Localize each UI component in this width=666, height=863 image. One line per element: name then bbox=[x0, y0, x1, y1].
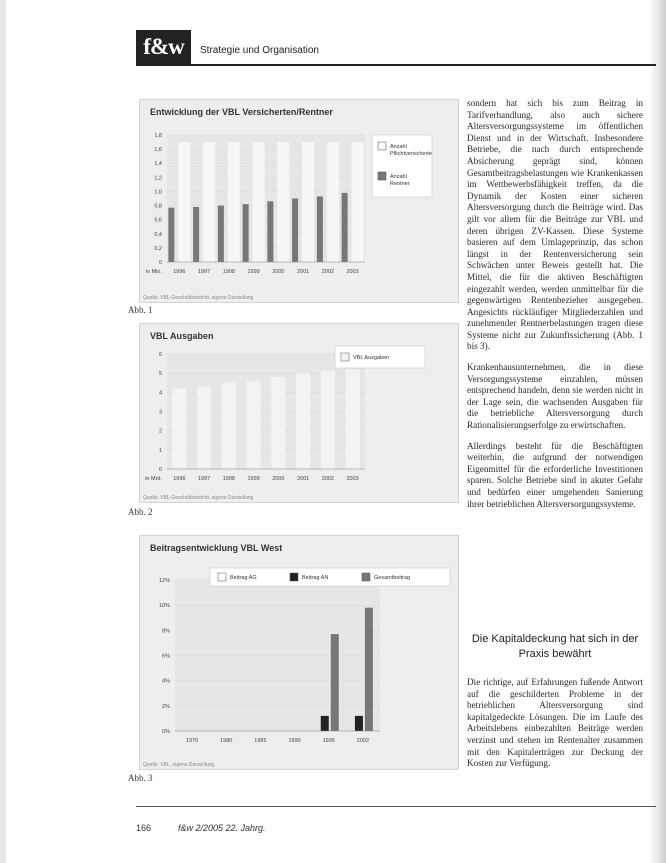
bar-rentner bbox=[218, 206, 224, 262]
figure-caption: Abb. 1 bbox=[128, 305, 153, 315]
legend-label: Beitrag AN bbox=[302, 575, 329, 581]
x-tick-label: 1985 bbox=[254, 738, 267, 744]
y-axis-unit: in Mrd. bbox=[145, 476, 162, 482]
y-tick-label: 1,6 bbox=[154, 147, 162, 154]
figure-source: Quelle: VBL-Geschäftsbericht, eigene Darstellung bbox=[143, 495, 254, 501]
figure-title: Beitragsentwicklung VBL West bbox=[150, 543, 283, 553]
bar-ausgaben bbox=[271, 377, 285, 469]
bar-pflichtversicherte bbox=[253, 142, 265, 262]
bar-pflichtversicherte bbox=[203, 142, 215, 262]
journal-issue: f&w 2/2005 22. Jahrg. bbox=[178, 823, 266, 833]
bar-pflichtversicherte bbox=[277, 142, 289, 262]
figure-source: Quelle: VBL-Geschäftsbericht, eigene Darstellung bbox=[143, 295, 254, 301]
x-tick-label: 2002 bbox=[321, 476, 334, 482]
legend-swatch bbox=[341, 353, 349, 361]
figure-title: Entwicklung der VBL Versicherten/Rentner bbox=[150, 107, 333, 117]
y-tick-label: 1,4 bbox=[154, 161, 162, 168]
y-tick-label: 5 bbox=[158, 371, 162, 378]
x-tick-label: 1997 bbox=[198, 269, 211, 275]
x-tick-label: 2003 bbox=[346, 269, 359, 275]
y-tick-label: 0 bbox=[158, 467, 162, 473]
y-tick-label: 8% bbox=[162, 628, 170, 635]
bar-rentner bbox=[168, 208, 174, 262]
bar-ausgaben bbox=[346, 369, 360, 469]
y-tick-label: 0 bbox=[158, 260, 162, 266]
figure-source: Quelle: VBL, eigene Darstellung bbox=[143, 762, 215, 768]
bar-ausgaben bbox=[296, 373, 310, 469]
y-axis-unit: in Mio. bbox=[145, 269, 162, 275]
legend-label: VBL Ausgaben bbox=[353, 355, 390, 361]
x-tick-label: 2000 bbox=[272, 269, 285, 275]
bar-ausgaben bbox=[247, 381, 261, 469]
bar-rentner bbox=[193, 207, 199, 262]
legend-swatch bbox=[378, 172, 386, 180]
paragraph: Die richtige, auf Erfahrungen fußende Antwort auf die geschilderten Probleme in der betrieblichen Altersversorgung sind kapitalgedeckte Lösungen. Die im Laufe des Arbeitslebens einbezahlten Beiträge werden verzinst und stehen im Rentenalter zusammen mit den Kapitalerträgen zur Deckung der Kosten zur Verfügung. bbox=[467, 677, 643, 769]
x-tick-label: 1998 bbox=[222, 269, 235, 275]
bar-rentner bbox=[342, 193, 348, 262]
bar-ausgaben bbox=[172, 389, 186, 470]
bar-pflichtversicherte bbox=[352, 142, 364, 262]
paragraph: sondern hat sich bis zum Beitrag in Tarifverhandlung, also auch sichere Altersversorgungssysteme im öffentlichen Dienst und in der Wirtschaft. Insbesondere Betriebe, die nach durch entsprechende Absicherung geprägt sind, können Gesamtbeitragsbelastungen wie Krankenkassen im Wettbewerbsfähigkeit treffen, da die Dynamik der Kosten einer sicheren Altersversorgung durch die Beiträge wird. Das gilt vor allem für die Beiträge zur VBL und deren übrigen ZV-Kassen. Diese Systeme basieren auf dem Umlageprinzip, das schon längst in der Rentenversicherung sein Schwächen unter Beweis gestellt hat. Die Mittel, die für die aktiven Beschäftigten eingezahlt werden, werden unmittelbar für die gegenwärtigen Rentenbezieher ausgegeben. Angesichts rückläufiger Mitgliederzahlen und zunehmender Rentnerbelastungen tragen diese Systeme nicht zur Zukunftssicherung (Abb. 1 bis 3). bbox=[467, 98, 643, 352]
y-tick-label: 1,2 bbox=[154, 175, 162, 182]
header-rule bbox=[136, 64, 656, 66]
x-tick-label: 1996 bbox=[173, 269, 186, 275]
bar-pflichtversicherte bbox=[228, 142, 240, 262]
bar-rentner bbox=[267, 201, 273, 262]
y-tick-label: 12% bbox=[158, 578, 170, 584]
figure-title: VBL Ausgaben bbox=[150, 331, 214, 341]
paragraph: Allerdings besteht für die Beschäftigten weiterhin, die aufgrund der notwendigen Eigenmittel für die erforderliche Investitionen sparen. Solche Betriebe sind in akuter Gefahr und bedürfen einer umgehenden Sanierung ihrer betrieblichen Altersversorgungssysteme. bbox=[467, 440, 643, 509]
article-column-continued bbox=[467, 677, 643, 779]
bar-ausgaben bbox=[197, 387, 211, 469]
y-tick-label: 4% bbox=[162, 678, 170, 685]
y-tick-label: 6% bbox=[162, 653, 170, 660]
legend-label: Pflichtversicherte bbox=[390, 151, 432, 157]
bar-rentner bbox=[292, 199, 298, 263]
page-number: 166 bbox=[136, 823, 152, 833]
legend-label: Rentner bbox=[390, 181, 410, 187]
x-tick-label: 1999 bbox=[247, 476, 260, 482]
y-tick-label: 3 bbox=[158, 409, 162, 416]
x-tick-label: 2001 bbox=[297, 269, 310, 275]
x-tick-label: 2003 bbox=[346, 476, 359, 482]
x-tick-label: 1980 bbox=[220, 738, 233, 744]
y-tick-label: 2 bbox=[158, 428, 162, 435]
chart-versicherte-rentner bbox=[140, 100, 458, 302]
scan-edge-shadow bbox=[650, 0, 666, 863]
x-tick-label: 1999 bbox=[247, 269, 260, 275]
legend-swatch bbox=[218, 573, 226, 581]
legend-label: Anzahl bbox=[390, 174, 407, 180]
bar-beitrag-an bbox=[355, 716, 363, 731]
y-tick-label: 0,8 bbox=[154, 203, 162, 210]
section-title: Strategie und Organisation bbox=[200, 45, 319, 56]
article-column bbox=[467, 98, 643, 519]
figure-vbl-versicherte bbox=[139, 99, 459, 303]
bar-pflichtversicherte bbox=[327, 142, 339, 262]
chart-beitragsentwicklung bbox=[140, 536, 458, 769]
paragraph: Krankenhausunternehmen, die in diese Versorgungssysteme einzahlen, müssen entsprechend handeln, denn sie werden nicht in der Lage sein, die wachsenden Ausgaben für die betriebliche Altersversorgung durch Rationalisierungserfolge zu erwirtschaften. bbox=[467, 362, 643, 431]
x-tick-label: 2001 bbox=[297, 476, 310, 482]
legend-label: Gesamtbeitrag bbox=[374, 575, 411, 581]
bar-gesamtbeitrag bbox=[365, 608, 373, 731]
y-tick-label: 0,6 bbox=[154, 217, 162, 224]
x-tick-label: 1997 bbox=[198, 476, 211, 482]
x-tick-label: 1998 bbox=[222, 476, 235, 482]
y-tick-label: 0,2 bbox=[154, 245, 162, 252]
figure-beitragsentwicklung bbox=[139, 535, 459, 770]
figure-caption: Abb. 2 bbox=[128, 507, 153, 517]
chart-vbl-ausgaben bbox=[140, 324, 458, 502]
y-tick-label: 1 bbox=[158, 447, 162, 454]
bar-rentner bbox=[317, 196, 323, 262]
legend-label: Anzahl bbox=[390, 144, 407, 150]
bar-rentner bbox=[243, 204, 249, 262]
footer-rule bbox=[136, 806, 656, 807]
bar-ausgaben bbox=[321, 371, 335, 469]
y-tick-label: 4 bbox=[158, 390, 162, 397]
bar-beitrag-an bbox=[321, 716, 329, 731]
bar-gesamtbeitrag bbox=[331, 634, 339, 731]
bar-pflichtversicherte bbox=[178, 142, 190, 262]
scan-gutter bbox=[0, 0, 6, 863]
x-tick-label: 1990 bbox=[288, 738, 301, 744]
y-tick-label: 1,8 bbox=[154, 133, 162, 139]
x-tick-label: 2002 bbox=[321, 269, 334, 275]
bar-pflichtversicherte bbox=[302, 142, 314, 262]
legend-swatch bbox=[362, 573, 370, 581]
y-tick-label: 1,0 bbox=[154, 189, 162, 196]
x-tick-label: 2000 bbox=[272, 476, 285, 482]
x-tick-label: 1996 bbox=[173, 476, 186, 482]
bar-ausgaben bbox=[222, 383, 236, 469]
x-tick-label: 2002 bbox=[356, 738, 370, 744]
y-tick-label: 6 bbox=[158, 352, 162, 358]
figure-vbl-ausgaben bbox=[139, 323, 459, 503]
y-tick-label: 0% bbox=[162, 729, 170, 735]
x-tick-label: 1970 bbox=[185, 738, 199, 744]
subheading: Die Kapitaldeckung hat sich in der Praxis bewährt bbox=[471, 633, 639, 660]
y-tick-label: 0,4 bbox=[154, 231, 162, 238]
y-tick-label: 2% bbox=[162, 703, 170, 710]
y-tick-label: 10% bbox=[158, 603, 170, 610]
legend-swatch bbox=[290, 573, 298, 581]
legend-swatch bbox=[378, 142, 386, 150]
legend-label: Beitrag AG bbox=[230, 575, 257, 581]
x-tick-label: 1995 bbox=[322, 738, 335, 744]
figure-caption: Abb. 3 bbox=[128, 773, 153, 783]
journal-logo: f&w bbox=[136, 30, 191, 64]
